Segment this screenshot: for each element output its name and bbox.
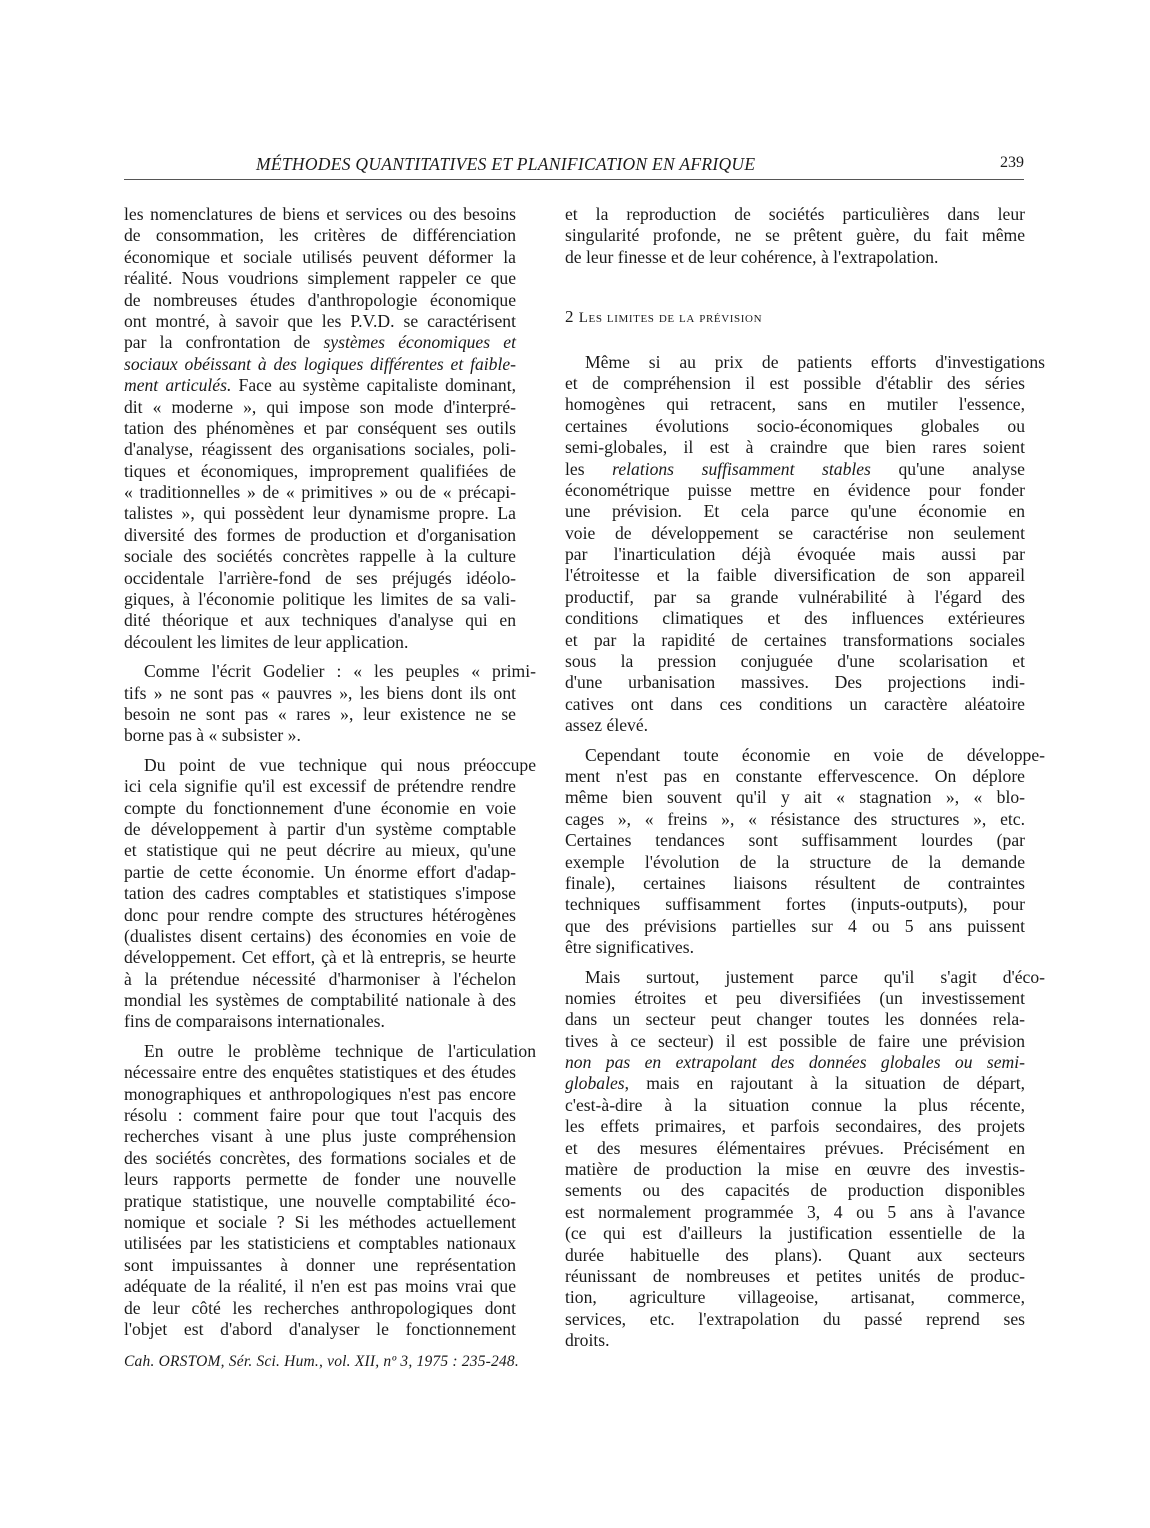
text-line: certaines évolutions socio-économiques globales ou [565, 415, 1025, 436]
text-line: Certaines tendances sont suffisamment lourdes (par [565, 830, 1025, 851]
text-line: Du point de vue technique qui nous préoccupe [144, 754, 536, 775]
text-line: tion, agriculture villageoise, artisanat, commerce, [565, 1287, 1025, 1308]
text-line: résolu : comment faire pour que tout l'acquis des [124, 1105, 516, 1126]
text-line: En outre le problème technique de l'articulation [144, 1040, 536, 1061]
text-line: dité théorique et aux techniques d'analyse qui en [124, 610, 516, 631]
text-line: matière de production la mise en œuvre des investis- [565, 1159, 1025, 1180]
italic-emphasis: globales [565, 1073, 625, 1094]
italic-emphasis: relations suffisamment stables [612, 458, 871, 479]
text-line: fins de comparaisons internationales. [124, 1011, 385, 1032]
text-line: nomies étroites et peu diversifiées (un investissement [565, 987, 1025, 1008]
text-line: même bien souvent qu'il y ait « stagnation », « blo- [565, 787, 1025, 808]
text-line: et statistique qui ne peut décrire au mieux, qu'une [124, 840, 516, 861]
text-line: assez élevé. [565, 715, 649, 736]
text-line: (dualistes disent certains) des économies en voie de [124, 925, 516, 946]
text-line: catives ont dans ces conditions un caractère aléatoire [565, 693, 1025, 714]
journal-citation: Cah. ORSTOM, Sér. Sci. Hum., vol. XII, nº 3, 1975 : 235-248. [124, 1353, 519, 1370]
text-line: ici cela signifie qu'il est excessif de prétendre rendre [124, 776, 516, 797]
text-line: sont impuissantes à donner une représentation [124, 1254, 516, 1275]
text-line: par la confrontation de systèmes économiques et [124, 332, 516, 353]
paragraph-gap [124, 653, 516, 661]
italic-emphasis: systèmes économiques et [323, 332, 516, 353]
text-line: économique et sociale utilisés peuvent déformer la [124, 246, 516, 267]
text-line: singularité profonde, ne se prêtent guère, du fait même [565, 225, 1025, 246]
text-line: sociale des sociétés concrètes rappelle à la culture [124, 546, 516, 567]
text-line: borne pas à « subsister ». [124, 725, 301, 746]
text-line: l'objet est d'abord d'analyser le fonctionnement [124, 1318, 516, 1339]
text-line: ment n'est pas en constante effervescence. On déplore [565, 765, 1025, 786]
text-line: développement. Cet effort, çà et là entrepris, se heurte [124, 947, 516, 968]
italic-emphasis: ment articulés. [124, 375, 232, 396]
text-line: Même si au prix de patients efforts d'investigations [585, 351, 1045, 372]
text-line: tifs » ne sont pas « pauvres », les biens dont ils ont [124, 682, 516, 703]
text-line [565, 1052, 1025, 1073]
running-title: MÉTHODES QUANTITATIVES ET PLANIFICATION EN AFRIQUE [256, 154, 756, 174]
text-line: nécessaire entre des enquêtes statistiques et des études [124, 1062, 516, 1083]
text-line: conditions climatiques et des influences extérieures [565, 608, 1025, 629]
text-line: que des prévisions partielles sur 4 ou 5 ans puissent [565, 915, 1025, 936]
text-line: homogènes qui retracent, sans en mutiler l'essence, [565, 394, 1025, 415]
text-line: et par la rapidité de certaines transformations sociales [565, 629, 1025, 650]
text-line: donc pour rendre compte des structures hétérogènes [124, 904, 516, 925]
text-line: monographiques et anthropologiques n'est pas encore [124, 1083, 516, 1104]
text-line: d'une urbanisation massives. Des projections indi- [565, 672, 1025, 693]
text-line: tation des phénomènes et par conséquent ses outils [124, 417, 516, 438]
text-line: adéquate de la réalité, il n'en est pas moins vrai que [124, 1276, 516, 1297]
paragraph [565, 966, 1045, 1352]
text-line: réalité. Nous voudrions simplement rappeler ce que [124, 268, 516, 289]
text-line: ont montré, à savoir que les P.V.D. se caractérisent [124, 310, 516, 331]
text-line: productif, par sa grande vulnérabilité à l'égard des [565, 586, 1025, 607]
text-line: à la prétendue nécessité d'harmoniser à l'échelon [124, 968, 516, 989]
text-line: sements ou des capacités de production disponibles [565, 1180, 1025, 1201]
text-line: de leur côté les recherches anthropologiques dont [124, 1297, 516, 1318]
paragraph [124, 1040, 536, 1340]
text-line: techniques suffisamment fortes (inputs-outputs), pour [565, 894, 1025, 915]
text-line: une prévision. Et cela parce qu'une économie en [565, 501, 1025, 522]
text-line: Comme l'écrit Godelier : « les peuples « primi- [144, 661, 536, 682]
text-line: les effets primaires, et parfois secondaires, des projets [565, 1116, 1025, 1137]
paragraph-gap [565, 737, 1025, 745]
text-line: être significatives. [565, 937, 694, 958]
text-line: et des mesures élémentaires prévues. Précisément en [565, 1137, 1025, 1158]
text-line: ment articulés. Face au système capitaliste dominant, [124, 375, 516, 396]
text-line: les relations suffisamment stables qu'une analyse [565, 458, 1025, 479]
text-line: dans un secteur peut changer toutes les données rela- [565, 1009, 1025, 1030]
text-line: l'étroitesse et la faible diversification de son appareil [565, 565, 1025, 586]
text-line: c'est-à-dire à la situation connue la plus récente, [565, 1094, 1025, 1115]
right-column [565, 204, 1045, 1352]
text-line: de leur finesse et de leur cohérence, à l'extrapolation. [565, 246, 939, 267]
header-rule [124, 179, 1024, 180]
paragraph [565, 351, 1045, 737]
text-line: exemple l'évolution de la structure de la demande [565, 851, 1025, 872]
text-line: réunissant de nombreuses et petites unités de produc- [565, 1265, 1025, 1286]
text-line: durée habituelle des plans). Quant aux secteurs [565, 1244, 1025, 1265]
section-heading [565, 306, 1025, 327]
text-line: « traditionnelles » de « primitives » ou de « précapi- [124, 482, 516, 503]
text-line: tives à ce secteur) il est possible de faire une prévision [565, 1030, 1025, 1051]
text-line: globales, mais en rajoutant à la situation de départ, [565, 1073, 1025, 1094]
text-line: et de compréhension il est possible d'établir des séries [565, 372, 1025, 393]
text-line: nomique et sociale ? Si les méthodes actuellement [124, 1211, 516, 1232]
text-line: est normalement programmée 3, 4 ou 5 ans à l'avance [565, 1201, 1025, 1222]
text-line: des sociétés concrètes, des formations sociales et de [124, 1147, 516, 1168]
text-line: voie de développement se caractérise non seulement [565, 522, 1025, 543]
section-title: Les limites de la prévision [578, 310, 763, 327]
left-column [124, 204, 536, 1340]
text-line: dit « moderne », qui impose son mode d'interpré- [124, 396, 516, 417]
text-line [124, 354, 516, 375]
paragraph [565, 744, 1045, 959]
text-line: et la reproduction de sociétés particulières dans leur [565, 204, 1025, 224]
text-line: giques, à l'économie politique les limites de sa vali- [124, 589, 516, 610]
text-line: d'analyse, réagissent des organisations sociales, poli- [124, 439, 516, 460]
text-line: pratique statistique, une nouvelle comptabilité éco- [124, 1190, 516, 1211]
text-line: utilisées par les statisticiens et comptables nationaux [124, 1233, 516, 1254]
text-line: de nombreuses études d'anthropologie économique [124, 289, 516, 310]
text-line: sous la pression conjuguée d'une scolarisation et [565, 651, 1025, 672]
text-line: occidentale l'arrière-fond de ses préjugés idéolo- [124, 567, 516, 588]
page-number: 239 [1000, 154, 1024, 171]
paragraph [124, 204, 516, 653]
text-line: (ce qui est d'ailleurs la justification essentielle de la [565, 1223, 1025, 1244]
paragraph-gap [124, 747, 516, 755]
text-line: finale), certaines liaisons résultent de contraintes [565, 872, 1025, 893]
text-line: Cependant toute économie en voie de développe- [585, 744, 1045, 765]
paragraph [124, 754, 536, 1033]
italic-emphasis: sociaux obéissant à des logiques différentes et faible- [124, 353, 516, 374]
text-line: par l'inarticulation déjà évoquée mais aussi par [565, 544, 1025, 565]
text-line: droits. [565, 1330, 610, 1351]
paragraph-gap [565, 959, 1025, 967]
text-line: mondial les systèmes de comptabilité nationale à des [124, 990, 516, 1011]
section-number: 2 [565, 307, 579, 327]
text-line: les nomenclatures de biens et services ou des besoins [124, 204, 516, 224]
text-line: talistes », qui possèdent leur dynamisme propre. La [124, 503, 516, 524]
text-line: tiques et économiques, improprement qualifiées de [124, 460, 516, 481]
text-line: compte du fonctionnement d'une économie en voie [124, 797, 516, 818]
text-line: économétrique puisse mettre en évidence pour fonder [565, 479, 1025, 500]
text-line: de développement à partir d'un système comptable [124, 818, 516, 839]
paragraph [124, 661, 536, 747]
text-line: recherches visant à une plus juste compréhension [124, 1126, 516, 1147]
text-line: semi-globales, il est à craindre que bien rares soient [565, 437, 1025, 458]
text-line: services, etc. l'extrapolation du passé reprend ses [565, 1308, 1025, 1329]
text-line: cages », « freins », « résistance des structures », etc. [565, 808, 1025, 829]
text-line: Mais surtout, justement parce qu'il s'agit d'éco- [585, 966, 1045, 987]
paragraph-gap [124, 1033, 516, 1041]
text-line: partie de cette économie. Un énorme effort d'adap- [124, 861, 516, 882]
text-line: de consommation, les critères de différenciation [124, 225, 516, 246]
text-line: diversité des formes de production et d'organisation [124, 524, 516, 545]
italic-emphasis: non pas en extrapolant des données globales ou semi- [565, 1052, 1025, 1073]
running-header [124, 152, 1024, 178]
text-line: besoin ne sont pas « rares », leur existence ne se [124, 703, 516, 724]
paragraph [565, 204, 1025, 268]
text-line: tation des cadres comptables et statistiques s'impose [124, 883, 516, 904]
text-line: leurs rapports permette de fonder une nouvelle [124, 1169, 516, 1190]
text-line: découlent les limites de leur application. [124, 631, 409, 652]
